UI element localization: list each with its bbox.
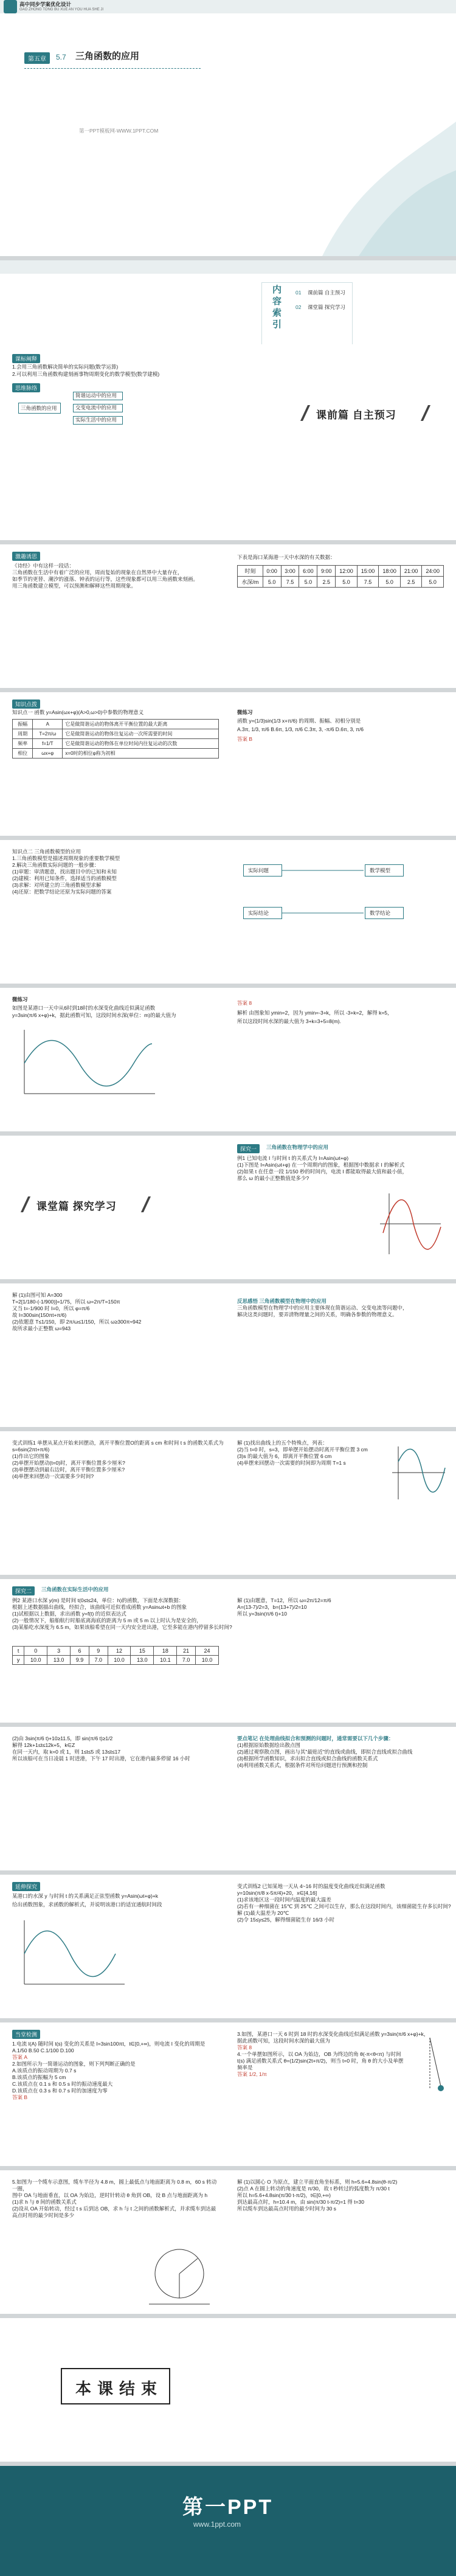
- variant-line: 变式训练2 已知某地一天从 4~16 时的温度变化曲线近似满足函数: [237, 1883, 385, 1889]
- solution-line: (4)单摆来回摆动一次需要的时间即为周期 T=1 s: [237, 1460, 346, 1466]
- quiz-answer: 答案 B: [12, 2094, 28, 2100]
- tag-explore-2: 探究二: [12, 1586, 35, 1595]
- variant-line: (3)单摆摆动到最右边时，离开平衡位置多少厘米?: [12, 1467, 125, 1473]
- table-header-row: [238, 566, 444, 577]
- reflection-title: 反思感悟 三角函数模型在物理中的应用: [237, 1298, 326, 1304]
- brand-title[interactable]: 第一PPT: [182, 2496, 274, 2519]
- quiz-line: 2.如图所示为一简谐运动的图象，则下列判断正确的是: [12, 2061, 136, 2067]
- extension-curve: [24, 1931, 116, 1977]
- param-table: [12, 719, 219, 759]
- variant-1-solution: [237, 1440, 389, 1467]
- table-cell: 水深/m: [238, 577, 263, 588]
- contents-vertical-title: 内容索引: [271, 285, 282, 331]
- quiz-options: A.1/50 B.50 C.1/100 D.100: [12, 2047, 74, 2054]
- slide-quiz-1: [0, 2022, 456, 2166]
- table-cell: T=2π/ω: [33, 729, 63, 739]
- table-cell: 9:00: [317, 566, 336, 577]
- table-row: [13, 739, 219, 749]
- current-curve: [383, 1199, 441, 1249]
- explore-1-title: 三角函数在物理学中的应用: [266, 1144, 329, 1150]
- mindmap-root-label: 三角函数的应用: [21, 405, 57, 411]
- extension-line-1: 某港口的水深 y 与时间 t 的关系满足正弦型函数 y=Asin(ωt+φ)+k: [12, 1893, 159, 1899]
- cover-decoration-icon: [310, 0, 456, 256]
- harbor-depth-table: [12, 1646, 219, 1665]
- mini-exercise-answer: 答案 B: [237, 736, 253, 742]
- quiz-5-text: [12, 2179, 219, 2219]
- table-cell: 它是做简谐运动的物体往复运动一次所需要的时间: [63, 729, 219, 739]
- example-line: (2)一般情况下，船舶航行时船底离海底的距离为 5 m 或 5 m 以上时认为是安全的，: [12, 1617, 202, 1623]
- table-cell: 5.0: [299, 577, 317, 588]
- notes-title: 要点笔记 在处理曲线拟合和预测的问题时，通常需要以下几个步骤：: [237, 1735, 394, 1741]
- flow-label-3: 数学结论: [370, 910, 391, 916]
- variant-line: 变式训练1 单摆从某点开始来回摆动，离开平衡位置O的距离 s cm 和时间 t s 的函数关系式为: [12, 1440, 224, 1446]
- solution-line: 所以该船可在当日凌晨 1 时进港，下午 17 时出港，它在港内最多停留 16 小时: [12, 1755, 190, 1762]
- section-heading-2: 课堂篇 探究学习: [36, 1201, 117, 1212]
- contents-item-num-1: 01: [295, 290, 302, 296]
- pendulum-icon: [413, 2035, 447, 2102]
- quiz-right-text: [237, 2031, 429, 2078]
- slide-explore-1: [0, 1136, 456, 1279]
- mindmap-branch-3-label: 实际生活中的应用: [75, 417, 117, 423]
- step-line: (4)还原：把数学结论还原为实际问题的答案: [12, 889, 112, 895]
- table-cell: 6: [71, 1647, 89, 1656]
- notes-line: (2)通过观察散点图，画出与其"最贴近"的直线或曲线，即拟合直线或拟合曲线: [237, 1749, 413, 1755]
- notes-line: (1)根据原始数据绘出散点图: [237, 1742, 300, 1748]
- table-cell: 2.5: [317, 577, 336, 588]
- tag-objectives: 课标阐释: [12, 354, 40, 363]
- solution-line: 解 (1)由题意，T=12，所以 ω=2π/12=π/6: [237, 1597, 331, 1603]
- table-cell: ωx+φ: [33, 749, 63, 759]
- slide-intro: [0, 544, 456, 688]
- quiz-line: 图中 OA 与地面垂直，以 OA 为始边，逆时针转动 θ 角到 OB，设 B 点与地面距离为 h: [12, 2192, 208, 2198]
- variant-line: y=10sin(π/8 x-5π/4)+20，x∈[4,16]: [237, 1890, 317, 1896]
- slash-left-icon: [21, 1196, 30, 1212]
- table-cell: 10.1: [154, 1656, 177, 1665]
- table-cell: 12: [108, 1647, 131, 1656]
- table-cell: 13.0: [47, 1656, 71, 1665]
- table-cell: 12:00: [336, 566, 358, 577]
- quiz-option: A.该质点的振动周期为 0.7 s: [12, 2067, 77, 2074]
- knowledge-line: 知识点二 三角函数模型的应用: [12, 849, 81, 855]
- table-cell: 振幅: [13, 720, 33, 729]
- tag-intro: 激趣诱思: [12, 552, 40, 561]
- intro-line: 用三角函数建立模型，可以预测和解释这些周期现象。: [12, 583, 137, 589]
- mini-title: 微练习: [12, 996, 28, 1002]
- table-cell: 0:00: [263, 566, 281, 577]
- slide-end: [0, 2318, 456, 2462]
- quiz-line: 3.如图，某港口一天 6 时到 18 时的水深变化曲线近似满足函数 y=3sin(π/6 x+φ)+k，: [237, 2031, 429, 2037]
- mini-explain-2: 所以这段时间水深的最大值为 3+k=3+5=8(m).: [237, 1018, 341, 1024]
- slide-explore-2: [0, 1579, 456, 1723]
- step-line: (1)审题：审清题意，找出题目中的已知和未知: [12, 869, 117, 875]
- example-line: (1)下图是 I=Asin(ωt+φ) 在一个周期内的图象，根据图中数据求 I 的解析式: [237, 1162, 405, 1168]
- table-cell: 3: [47, 1647, 71, 1656]
- variant-line: (2)单摆开始摆动(t=0)时，离开平衡位置多少厘米?: [12, 1460, 125, 1466]
- objective-2: 2.可以利用三角函数构建刻画事物周期变化的数学模型(数学建模): [12, 371, 160, 377]
- solution-line: 故 I=300sin(150πt+π/6): [12, 1312, 67, 1318]
- table-cell: 10.0: [108, 1656, 131, 1665]
- notes-text: [237, 1735, 444, 1769]
- brand-url[interactable]: www.1ppt.com: [193, 2520, 241, 2529]
- table-cell: 0: [24, 1647, 47, 1656]
- variant-line: (2)令 15≤y≤25，解得细菌能生存 16/3 小时: [237, 1917, 335, 1923]
- notes-line: (4)利用函数关系式，根据条件对所给问题进行预测和控制: [237, 1762, 368, 1768]
- slide-cover: [0, 0, 456, 256]
- slide-solution-2: [0, 1727, 456, 1870]
- variant-line: (4)单摆来回摆动一次需要多少时间?: [12, 1473, 94, 1479]
- quiz-option: B.该质点的振幅为 5 cm: [12, 2074, 66, 2080]
- footer-text: 第一PPT模板网-WWW.1PPT.COM: [79, 128, 159, 134]
- slide-knowledge-2: [0, 840, 456, 984]
- tag-mindmap: 思维脉络: [12, 383, 40, 392]
- knowledge-line: 1.三角函数模型是描述周期现象的重要数学模型: [12, 855, 120, 861]
- slide-mini-exercise: [0, 988, 456, 1131]
- slide-variant-2: [0, 1875, 456, 2018]
- table-cell: 15: [131, 1647, 154, 1656]
- flow-label-2: 数学模型: [370, 867, 391, 873]
- slide-variant-1: [0, 1431, 456, 1575]
- example-1-text: [237, 1155, 444, 1182]
- header-bar: [0, 260, 456, 274]
- solution-line: (3)s 的最大值为 6，即离开平衡位置 6 cm: [237, 1453, 332, 1459]
- solution-line: 解 (1)以圆心 O 为原点，建立平面直角坐标系，则 h=5.6+4.8sin(θ-π/2): [237, 2179, 398, 2185]
- solution-line: 又当 t=-1/900 时 I=0，所以 φ=π/6: [12, 1305, 90, 1311]
- step-line: (2)建模：利用已知条件，选择适当的函数模型: [12, 875, 117, 881]
- solution-line: (2)依题意 T≤1/150，即 2π/ω≤1/150，所以 ω≥300π≈942: [12, 1319, 142, 1325]
- table-cell: 7.5: [357, 577, 379, 588]
- title-divider: [24, 68, 201, 69]
- reflection-line: 解决这类问题时，要弄清物理量之间的关系，明确各参数的物理意义。: [237, 1311, 398, 1318]
- table-row: [13, 749, 219, 759]
- variant-line: s=6sin(2πt+π/6): [12, 1446, 50, 1453]
- solution-1-text: [12, 1292, 219, 1332]
- slash-right-icon: [421, 405, 430, 421]
- table-cell: 9.9: [71, 1656, 89, 1665]
- variant-1-text: [12, 1440, 224, 1480]
- intro-line: 《诗经》中有这样一段话：: [12, 563, 75, 569]
- solution-line: (2)由 3sin(π/6 t)+10≥11.5，即 sin(π/6 t)≥1/2: [12, 1735, 113, 1741]
- logo-text: 高中同步学案优化设计: [19, 1, 72, 7]
- table-cell: 5.0: [263, 577, 281, 588]
- section-num: 5.7: [56, 53, 66, 61]
- reflection-1-text: [237, 1298, 444, 1318]
- depth-table: [237, 565, 444, 588]
- explore-2-title: 三角函数在实际生活中的应用: [41, 1586, 109, 1592]
- slash-left-icon: [300, 405, 310, 421]
- example-2-text: [12, 1597, 232, 1631]
- table-cell: 7.0: [89, 1656, 108, 1665]
- solution-line: 故所求最小正整数 ω=943: [12, 1325, 71, 1331]
- table-cell: 相位: [13, 749, 33, 759]
- contents-item-num-2: 02: [295, 304, 302, 310]
- contents-item-1[interactable]: 课前篇 自主预习: [308, 290, 345, 296]
- table-row: [238, 577, 444, 588]
- example-line: 例1 已知电流 I 与时间 t 的关系式为 I=Asin(ωt+φ): [237, 1155, 349, 1161]
- example-line: (3)某船吃水深度为 6.5 m，如果该船希望在同一天内安全进出港，它至多能在港内停留多长时间?: [12, 1624, 232, 1630]
- quiz-answer: 答案 A: [12, 2054, 28, 2060]
- solution-line: T=2[1/180-(-1/900)]=1/75，所以 ω=2π/T=150π: [12, 1299, 120, 1305]
- table-cell: 6:00: [299, 566, 317, 577]
- table-cell: 21: [177, 1647, 196, 1656]
- slide-quiz-2: [0, 2170, 456, 2314]
- solution-line: 到达最高点时，h=10.4 m，由 sin(π/30 t-π/2)=1 得 t=30: [237, 2199, 364, 2205]
- table-cell: 周期: [13, 729, 33, 739]
- objective-1: 1.会用三角函数解决简单的实际问题(数学运算): [12, 364, 119, 370]
- logo-icon: [4, 0, 17, 13]
- quiz-5-solution: [237, 2179, 444, 2212]
- quiz-answer: 答案 8: [237, 2044, 252, 2050]
- flow-label-4: 实际结论: [248, 910, 269, 916]
- solution-line: 所以 y=3sin(π/6 t)+10: [237, 1611, 287, 1617]
- table-cell: 5.0: [379, 577, 401, 588]
- knowledge-title: 知识点一 函数 y=Asin(ωx+φ)(A>0,ω>0)中参数的物理意义: [12, 709, 144, 715]
- quiz-line: 据此函数可知，这段时间水深的最大值为: [237, 2038, 331, 2044]
- section-heading-1: 课前篇 自主预习: [316, 409, 396, 421]
- table-cell: 21:00: [400, 566, 422, 577]
- variant-2-text: [237, 1883, 451, 1923]
- table-header-row: [13, 1647, 219, 1656]
- page-title: 三角函数的应用: [75, 51, 140, 61]
- variant-line: 解 (1)最大温差为 20℃: [237, 1910, 289, 1916]
- example-line: 那么 ω 的最小正整数值是多少?: [237, 1175, 309, 1181]
- table-row: [13, 720, 219, 729]
- table-cell: x=0时的相位φ称为初相: [63, 749, 219, 759]
- table-cell: 7.5: [281, 577, 299, 588]
- variant-line: (1)作出它的图象: [12, 1453, 50, 1459]
- knowledge-line: 2.解决三角函数实际问题的一般步骤：: [12, 862, 100, 868]
- flow-arrows-icon: [282, 869, 365, 913]
- solution-2-text: [12, 1735, 219, 1762]
- pendulum-curve: [398, 1449, 445, 1492]
- extension-graph: [18, 1917, 128, 1990]
- quiz-line: (2)设从 OA 开始转动，经过 t s 后到达 OB，求 h 与 t 之间的函数解析式，并求缆车到达最高点时用的最少时间是多少: [12, 2206, 216, 2218]
- table-cell: 它是做简谐运动的物体在单位时间内往复运动的次数: [63, 739, 219, 749]
- table-cell: 它是做简谐运动的物体离开平衡位置的最大距离: [63, 720, 219, 729]
- notes-line: (3)根据所学函数知识，求出拟合直线或拟合曲线的函数关系式: [237, 1755, 378, 1762]
- table-cell: 5.0: [422, 577, 444, 588]
- slide-knowledge-1: [0, 692, 456, 836]
- quiz-line: 1.电流 I(A) 随时间 t(s) 变化的关系是 I=3sin100πt，t∈[0,+∞)，则电流 I 变化的周期是: [12, 2041, 206, 2047]
- table-row: [13, 729, 219, 739]
- quiz-left-text: [12, 2041, 219, 2101]
- intro-line: 三角函数在生活中有着广泛的应用，周而复始的现象在自然界中大量存在，: [12, 569, 183, 575]
- intro-text: [12, 563, 219, 589]
- quiz-option: D.该质点在 0.3 s 和 0.7 s 时的加速度为零: [12, 2088, 108, 2094]
- step-line: (3)求解：对所建立的三角函数模型求解: [12, 882, 102, 888]
- mini-line-2: y=3sin(π/6 x+φ)+k，据此函数可知，这段时间水深(单位：m)的最大值为: [12, 1012, 176, 1018]
- depth-curve-graph: [18, 1027, 158, 1100]
- mini-exercise-question: 函数 y=(1/3)sin(1/3 x+π/6) 的周期、振幅、初相分别是: [237, 718, 361, 724]
- slash-right-icon: [141, 1196, 151, 1212]
- example-line: 根据上述数据描出曲线，经拟合，该曲线可近似看成函数 y=Asinωt+b 的图象: [12, 1604, 187, 1610]
- solution-line: 解得 12k+1≤t≤12k+5，k∈Z: [12, 1742, 75, 1748]
- solution-line: 解 (1)由图可知 A=300: [12, 1292, 63, 1298]
- quiz-line: 5.如图为一个缆车示意图，缆车半径为 4.8 m，圆上最低点与地面距离为 0.8 m，60 s 转动一圈，: [12, 2179, 217, 2192]
- reflection-line: 三角函数模型在物理学中的应用主要体现在简谐运动、交变电流等问题中，: [237, 1305, 408, 1311]
- table-cell: f=1/T: [33, 739, 63, 749]
- table-cell: t: [13, 1647, 24, 1656]
- variant-line: (1)求该地区这一段时间内温度的最大温差: [237, 1897, 331, 1903]
- example-line: 例2 某港口水深 y(m) 是时间 t(0≤t≤24，单位：h)的函数，下面是水深数据：: [12, 1597, 184, 1603]
- logo-sub: GAO ZHONG TONG BU XUE AN YOU HUA SHE JI: [19, 8, 104, 12]
- contents-item-2[interactable]: 课堂篇 探究学习: [308, 304, 345, 310]
- table-cell: 频率: [13, 739, 33, 749]
- example-line: (2)如果 t 在任意一段 1/150 秒的时间内，电流 I 都能取得最大值和最小值，: [237, 1168, 408, 1175]
- solution-line: (2)点 A 在圆上转动的角速度是 π/30，故 t 秒转过的弧度数为 π/30 t: [237, 2185, 390, 2192]
- mini-exercise-options: A.3π, 1/3, π/6 B.6π, 1/3, π/6 C.3π, 3, -π/6 D.6π, 3, π/6: [237, 726, 364, 732]
- table-row: [13, 1656, 219, 1665]
- mindmap-branch-1-label: 简谐运动中的应用: [75, 392, 117, 398]
- solution-line: 在同一天内，取 k=0 或 1，则 1≤t≤5 或 13≤t≤17: [12, 1749, 121, 1755]
- mini-line-1: 如图是某港口一天中从6时到18时的水深变化曲线近似满足函数: [12, 1005, 156, 1011]
- sine-curve: [24, 1041, 152, 1086]
- mindmap-branch-2-label: 交变电流中的应用: [75, 404, 117, 411]
- quiz-answer: 答案 1/2, 1/π: [237, 2071, 267, 2077]
- table-cell: 时刻: [238, 566, 263, 577]
- table-cell: 10.0: [196, 1656, 219, 1665]
- table-cell: A: [33, 720, 63, 729]
- table-cell: 9: [89, 1647, 108, 1656]
- table-cell: y: [13, 1656, 24, 1665]
- solution-line: 解 (1)找出曲线上的五个特殊点，列表：: [237, 1440, 328, 1446]
- example-line: (1)试根据以上数据，求出函数 y=f(t) 的近似表达式: [12, 1611, 126, 1617]
- example-2-solution: [237, 1597, 444, 1617]
- table-cell: 3:00: [281, 566, 299, 577]
- ferris-wheel-icon: [146, 2243, 213, 2310]
- extension-line-2: 给出函数图象，求函数的解析式，并说明该港口的适宜通航时间段: [12, 1901, 162, 1908]
- intro-line: 如季节的更替、潮汐的涨落、钟表的运行等，这些现象都可以用三角函数来刻画。: [12, 576, 199, 582]
- mini-answer: 答案 8: [237, 1000, 252, 1006]
- table-question: 下表是海口某海港一天中水深的有关数据：: [237, 554, 336, 560]
- quiz-line: 4.一个单摆如图所示，以 OA 为始边，OB 为终边的角 θ(-π<θ<π) 与时间 t(s) 满足函数关系式 θ=(1/2)sin(2t+π/2)，则当 t=0 时，角 θ 的大小及单摆频率是: [237, 2051, 404, 2071]
- table-cell: 13.0: [131, 1656, 154, 1665]
- tag-knowledge: 知识点拨: [12, 700, 40, 709]
- table-cell: 24:00: [422, 566, 444, 577]
- current-graph: [377, 1190, 444, 1257]
- table-cell: 2.5: [400, 577, 422, 588]
- table-cell: 24: [196, 1647, 219, 1656]
- solution-line: A=(13-7)/2=3，b=(13+7)/2=10: [237, 1604, 307, 1610]
- table-cell: 18:00: [379, 566, 401, 577]
- solution-line: 所以缆车到达最高点时用的最少时间为 30 s: [237, 2206, 336, 2212]
- table-cell: 15:00: [357, 566, 379, 577]
- solution-line: (2)当 t=0 时，s=3，即单摆开始摆动时离开平衡位置 3 cm: [237, 1446, 368, 1453]
- tag-extension: 延伸探究: [12, 1882, 40, 1891]
- solution-line: 所以 h=5.6+4.8sin(π/30 t-π/2)，t∈[0,+∞): [237, 2192, 331, 2198]
- end-title: 本课结束: [75, 2380, 164, 2398]
- quiz-line: (1)求 h 与 θ 间的函数关系式: [12, 2199, 77, 2205]
- table-cell: 7.0: [177, 1656, 196, 1665]
- table-cell: 5.0: [336, 577, 358, 588]
- variant-line: (2)若有一种细菌在 15℃ 到 25℃ 之间可以生存，那么在这段时间内，该细菌能生存多长时间?: [237, 1903, 451, 1909]
- table-cell: 10.0: [24, 1656, 47, 1665]
- flow-label-1: 实际问题: [248, 867, 269, 873]
- knowledge-2-text: [12, 849, 219, 895]
- mini-explain-1: 解析 由图象知 ymin=2，因为 ymin=-3+k，所以 -3+k=2，解得 k=5，: [237, 1010, 393, 1016]
- tag-quiz: 当堂检测: [12, 2030, 40, 2039]
- brand-banner: [0, 2466, 456, 2576]
- mini-exercise-title: 微练习: [237, 709, 253, 715]
- chapter-badge: 第五章: [24, 52, 50, 64]
- tag-explore-1: 探究一: [237, 1144, 260, 1153]
- slide-solution-1: [0, 1283, 456, 1427]
- table-cell: 18: [154, 1647, 177, 1656]
- quiz-option: C.该质点在 0.1 s 和 0.5 s 时的振动速度最大: [12, 2081, 113, 2087]
- slide-objectives: [0, 344, 456, 540]
- pendulum-graph: [389, 1443, 447, 1501]
